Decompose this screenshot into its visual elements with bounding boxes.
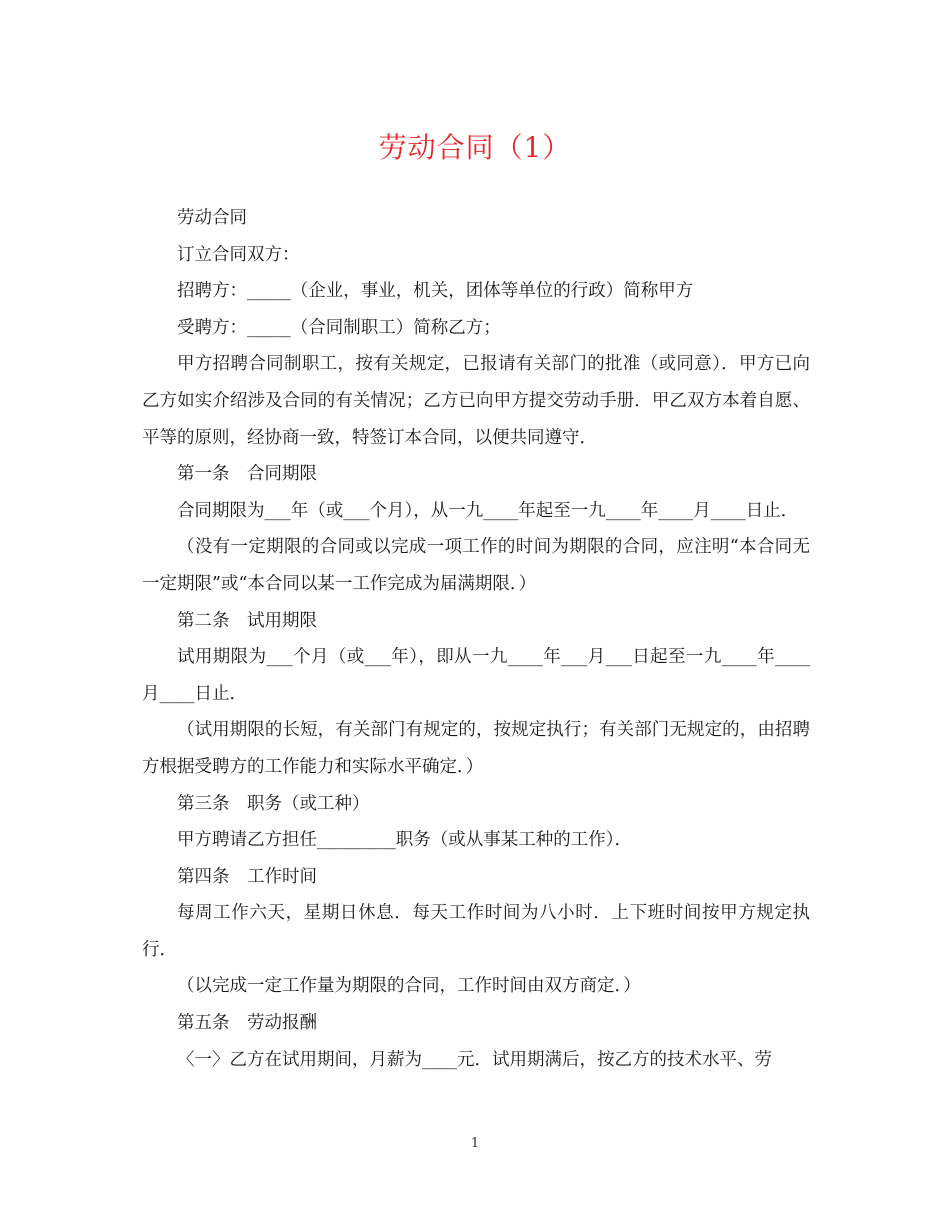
article-1-heading: 第一条 合同期限 [177,464,317,485]
paragraph-employee: 受聘方：_____（合同制职工）简称乙方； [177,317,501,338]
document-title: 劳动合同（1） [378,131,572,164]
article-2-text: 试用期限为___个月（或___年），即从一九____年___月___日起至一九____年____月____日止． [142,647,810,704]
paragraph-preamble: 甲方招聘合同制职工，按有关规定，已报请有关部门的批准（或同意）．甲方已向乙方如实介绍涉及合同的有关情况；乙方已向甲方提交劳动手册．甲乙双方本着自愿、平等的原则，经协商一致，特签订本合同，以便共同遵守． [142,354,810,448]
article-4-text: 每周工作六天，星期日休息．每天工作时间为八小时．上下班时间按甲方规定执行． [142,903,810,960]
article-3-text: 甲方聘请乙方担任_________职务（或从事某工种的工作）． [177,830,632,851]
document-body [142,200,810,1078]
article-3-heading: 第三条 职务（或工种） [177,793,370,814]
article-4-heading: 第四条 工作时间 [177,866,317,887]
paragraph-employer: 招聘方：_____（企业，事业，机关，团体等单位的行政）简称甲方 [177,281,694,302]
article-1-note: （没有一定期限的合同或以完成一项工作的时间为期限的合同，应注明“本合同无一定期限”或“本合同以某一工作完成为届满期限．） [142,537,810,594]
article-2-note: （试用期限的长短，有关部门有规定的，按规定执行；有关部门无规定的，由招聘方根据受聘方的工作能力和实际水平确定．） [142,720,810,777]
article-2-heading: 第二条 试用期限 [177,610,317,631]
paragraph-parties-intro: 订立合同双方： [177,244,300,265]
article-1-text: 合同期限为___年（或___个月），从一九____年起至一九____年____月____日止． [177,500,799,521]
article-5-text: 〈一〉乙方在试用期间，月薪为____元．试用期满后，按乙方的技术水平、劳 [177,1049,772,1070]
page-number: 1 [470,1136,480,1151]
article-4-note: （以完成一定工作量为期限的合同，工作时间由双方商定．） [177,976,641,997]
article-5-heading: 第五条 劳动报酬 [177,1013,317,1034]
paragraph-heading: 劳动合同 [177,208,247,228]
